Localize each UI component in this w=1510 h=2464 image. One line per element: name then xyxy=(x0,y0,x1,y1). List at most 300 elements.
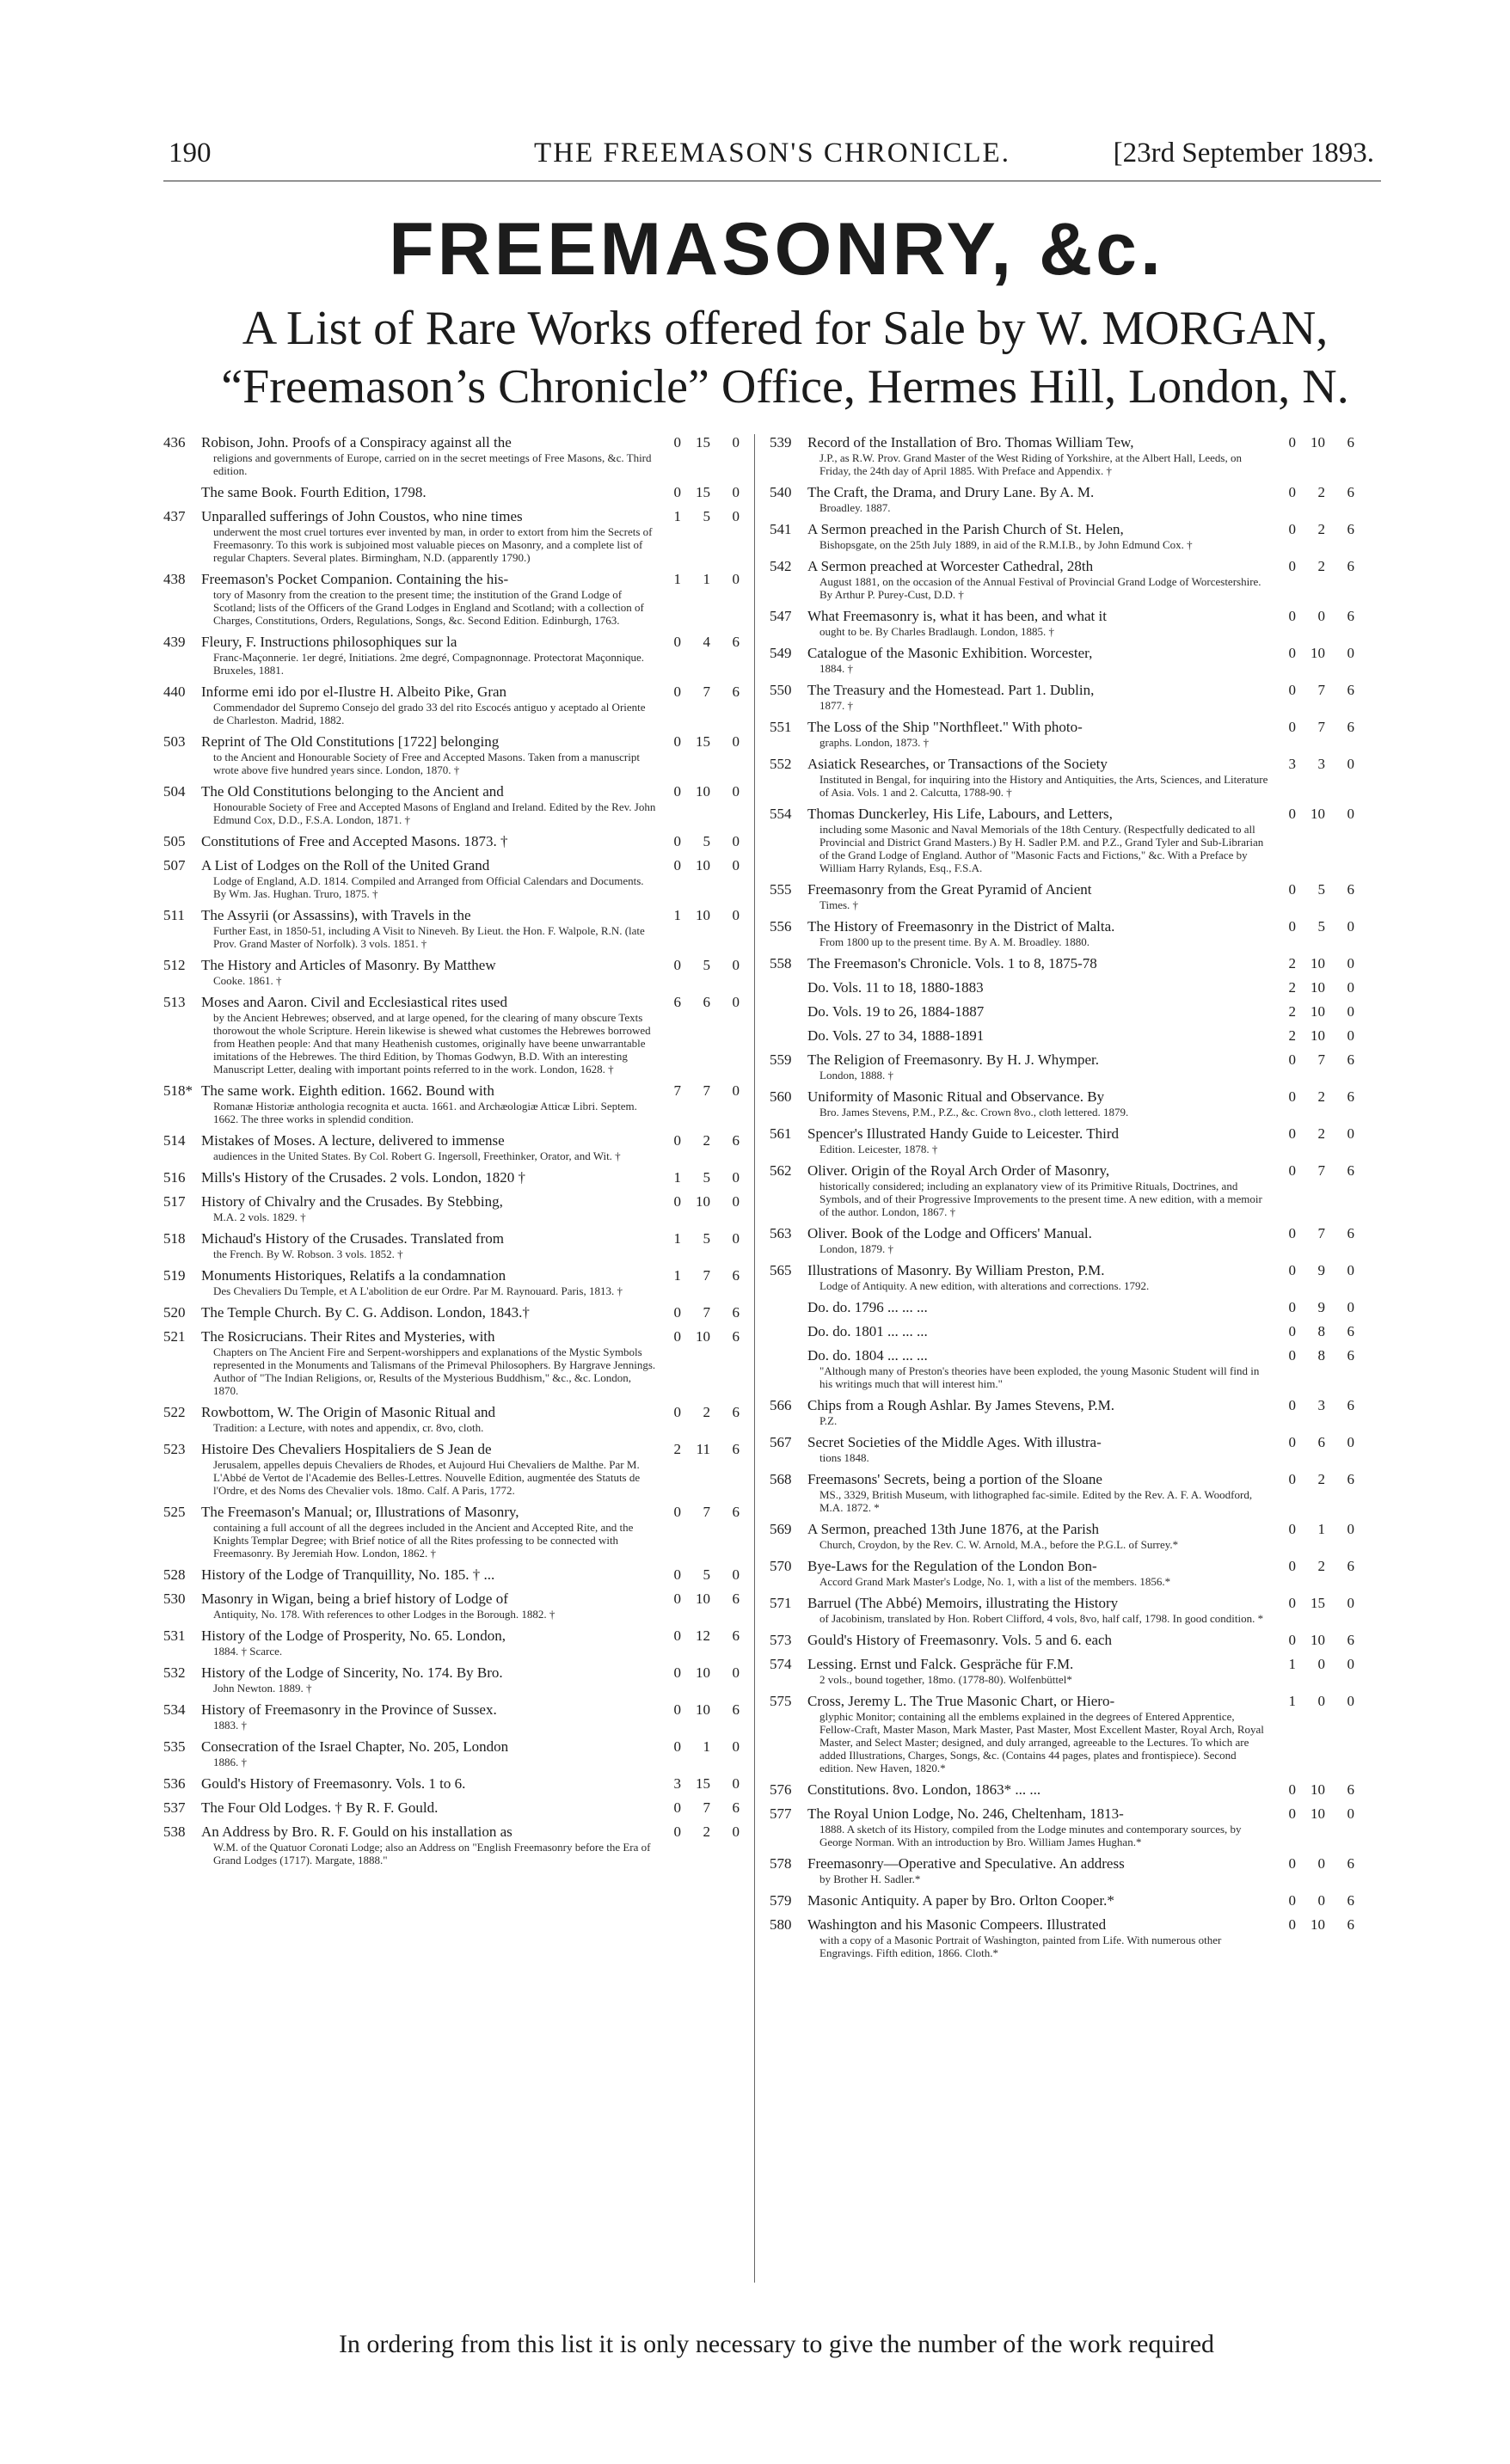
price-pence: 0 xyxy=(1347,1656,1354,1672)
entry-title: Lessing. Ernst und Falck. Gespräche für F.M. xyxy=(807,1656,1074,1672)
price-pence: 6 xyxy=(732,683,740,700)
price-pence: 0 xyxy=(732,733,740,750)
price-pounds: 0 xyxy=(673,1738,681,1755)
price-pence: 0 xyxy=(732,833,740,849)
entry-head xyxy=(770,1471,1354,1488)
entry-number: 573 xyxy=(770,1632,792,1648)
catalogue-entry xyxy=(163,1799,740,1817)
price-shillings: 10 xyxy=(1311,979,1325,996)
entry-number: 541 xyxy=(770,521,792,537)
entry-title: The Assyrii (or Assassins), with Travels in the xyxy=(201,907,471,923)
price-pounds: 0 xyxy=(1288,645,1296,661)
price-pounds: 0 xyxy=(673,1304,681,1321)
entry-head xyxy=(770,1125,1354,1143)
price-pence: 0 xyxy=(732,1169,740,1186)
entry-price xyxy=(1268,1434,1354,1451)
entry-head xyxy=(770,1632,1354,1649)
entry-price xyxy=(654,1132,740,1149)
publication-title: THE FREEMASON'S CHRONICLE. xyxy=(534,138,1010,169)
entry-head xyxy=(770,1051,1354,1069)
catalogue-entry xyxy=(163,484,740,501)
entry-title: The Craft, the Drama, and Drury Lane. By A. M. xyxy=(807,484,1095,500)
entry-number: 570 xyxy=(770,1558,792,1574)
entry-head xyxy=(770,1434,1354,1451)
entry-price xyxy=(654,1404,740,1421)
entry-title: Constitutions. 8vo. London, 1863* ... ... xyxy=(807,1781,1041,1798)
entry-price xyxy=(654,957,740,974)
running-head xyxy=(163,138,1381,181)
entry-number: 579 xyxy=(770,1892,792,1909)
left-column xyxy=(163,434,740,2292)
price-pence: 0 xyxy=(1347,1521,1354,1537)
entry-description: Tradition: a Lecture, with notes and appendix, cr. 8vo, cloth. xyxy=(213,1421,484,1434)
catalogue-entry xyxy=(163,1304,740,1321)
entry-head xyxy=(163,1627,740,1645)
catalogue-entry xyxy=(770,1125,1354,1155)
entry-description: From 1800 up to the present time. By A. M. Broadley. 1880. xyxy=(819,935,1090,948)
entry-title: Record of the Installation of Bro. Thomas William Tew, xyxy=(807,434,1134,451)
price-pounds: 0 xyxy=(1288,1595,1296,1611)
entry-head xyxy=(163,1701,740,1719)
price-pence: 6 xyxy=(732,1441,740,1457)
price-pence: 6 xyxy=(732,634,740,650)
entry-head xyxy=(163,1504,740,1521)
price-shillings: 8 xyxy=(1317,1347,1325,1364)
entry-description: historically considered; including an explanatory view of its Primitive Rituals, Doctrines, and Symbols, and of their Progressive Improvements to the present time. A new edition, with a memoir of the author. London, 1867. † xyxy=(819,1180,1262,1218)
entry-title: Oliver. Origin of the Royal Arch Order of Masonry, xyxy=(807,1162,1110,1179)
entry-number: 549 xyxy=(770,645,792,661)
catalogue-entry xyxy=(163,1441,740,1497)
price-shillings: 6 xyxy=(1317,1434,1325,1450)
price-shillings: 10 xyxy=(696,1591,710,1607)
entry-title: Do. Vols. 19 to 26, 1884-1887 xyxy=(807,1003,985,1020)
entry-number: 521 xyxy=(163,1328,186,1345)
entry-number: 519 xyxy=(163,1267,186,1284)
entry-description: Honourable Society of Free and Accepted Masons of England and Ireland. Edited by the Rev. John Edmund Cox, D.D., F.S.A. London, 1871. † xyxy=(213,800,656,826)
price-shillings: 0 xyxy=(1317,1892,1325,1909)
entry-head xyxy=(163,1591,740,1608)
catalogue-entry xyxy=(163,733,740,776)
price-shillings: 2 xyxy=(1317,558,1325,574)
price-pence: 0 xyxy=(1347,756,1354,772)
price-shillings: 10 xyxy=(1311,1781,1325,1798)
catalogue-entry xyxy=(770,682,1354,712)
entry-description: Edition. Leicester, 1878. † xyxy=(819,1143,938,1155)
entry-description: Bro. James Stevens, P.M., P.Z., &c. Crown 8vo., cloth lettered. 1879. xyxy=(819,1106,1129,1119)
entry-head xyxy=(770,558,1354,575)
entry-number: 530 xyxy=(163,1591,186,1607)
catalogue-entry xyxy=(770,1347,1354,1390)
price-pence: 6 xyxy=(1347,1892,1354,1909)
entry-number: 525 xyxy=(163,1504,186,1520)
entry-head xyxy=(770,1558,1354,1575)
entry-number: 511 xyxy=(163,907,185,923)
price-pounds: 0 xyxy=(673,1701,681,1718)
entry-number: 550 xyxy=(770,682,792,698)
entry-head xyxy=(770,1656,1354,1673)
price-shillings: 1 xyxy=(703,1738,710,1755)
entry-description: Broadley. 1887. xyxy=(819,501,891,514)
entry-price xyxy=(654,1230,740,1247)
entry-head xyxy=(770,608,1354,625)
price-pounds: 2 xyxy=(673,1441,681,1457)
price-pence: 6 xyxy=(1347,1855,1354,1872)
entry-price xyxy=(654,1504,740,1521)
price-pence: 6 xyxy=(732,1328,740,1345)
entry-price xyxy=(1268,1299,1354,1316)
catalogue-entry xyxy=(163,857,740,900)
entry-description: "Although many of Preston's theories have been exploded, the young Masonic Student will find in his writings much that will interest him." xyxy=(819,1364,1260,1390)
price-pence: 0 xyxy=(732,1082,740,1099)
entry-number: 576 xyxy=(770,1781,792,1798)
entry-title: Rowbottom, W. The Origin of Masonic Ritual and xyxy=(201,1404,496,1420)
catalogue-entry xyxy=(163,1230,740,1260)
entry-price xyxy=(654,733,740,751)
price-pence: 6 xyxy=(1347,682,1354,698)
catalogue-entry xyxy=(163,1328,740,1397)
entry-description: tions 1848. xyxy=(819,1451,869,1464)
entry-head xyxy=(770,1225,1354,1242)
catalogue-entry xyxy=(163,1504,740,1560)
catalogue-entry xyxy=(770,521,1354,551)
price-pence: 6 xyxy=(1347,1323,1354,1339)
entry-price xyxy=(654,1566,740,1584)
price-shillings: 2 xyxy=(1317,1125,1325,1142)
entry-price xyxy=(1268,1162,1354,1180)
price-shillings: 3 xyxy=(1317,756,1325,772)
price-pence: 6 xyxy=(1347,484,1354,500)
catalogue-entry xyxy=(770,1003,1354,1021)
entry-title: Catalogue of the Masonic Exhibition. Worcester, xyxy=(807,645,1093,661)
entry-description: Antiquity, No. 178. With references to other Lodges in the Borough. 1882. † xyxy=(213,1608,556,1621)
price-shillings: 15 xyxy=(696,1775,710,1792)
price-pence: 6 xyxy=(1347,881,1354,898)
entry-price xyxy=(1268,1323,1354,1340)
entry-price xyxy=(654,783,740,800)
price-pence: 0 xyxy=(732,857,740,873)
price-shillings: 10 xyxy=(1311,1003,1325,1020)
catalogue-entry xyxy=(163,571,740,627)
price-pence: 0 xyxy=(732,783,740,800)
entry-price xyxy=(654,571,740,588)
entry-number: 531 xyxy=(163,1627,186,1644)
entry-title: History of the Lodge of Prosperity, No. 65. London, xyxy=(201,1627,506,1644)
price-pounds: 0 xyxy=(673,634,681,650)
catalogue-entry xyxy=(770,645,1354,675)
entry-description: Instituted in Bengal, for inquiring into the History and Antiquities, the Arts, Sciences, and Literature of Asia. Vols. 1 and 2. Calcutta, 1788-90. † xyxy=(819,773,1268,799)
price-shillings: 7 xyxy=(703,1304,710,1321)
entry-head xyxy=(163,634,740,651)
price-shillings: 12 xyxy=(696,1627,710,1644)
entry-number: 534 xyxy=(163,1701,186,1718)
entry-price xyxy=(654,994,740,1011)
catalogue-entry xyxy=(770,918,1354,948)
entry-description: London, 1888. † xyxy=(819,1069,893,1082)
entry-title: The Royal Union Lodge, No. 246, Cheltenham, 1813- xyxy=(807,1805,1124,1822)
entry-number: 503 xyxy=(163,733,186,750)
price-pounds: 0 xyxy=(1288,1632,1296,1648)
price-shillings: 11 xyxy=(696,1441,710,1457)
entry-head xyxy=(163,1328,740,1345)
entry-description: MS., 3329, British Museum, with lithographed fac-simile. Edited by the Rev. A. F. A. Woodford, M.A. 1872. * xyxy=(819,1488,1253,1514)
entry-number: 436 xyxy=(163,434,186,451)
entry-price xyxy=(1268,682,1354,699)
entry-head xyxy=(770,955,1354,972)
price-pounds: 0 xyxy=(673,1823,681,1840)
entry-title: Illustrations of Masonry. By William Preston, P.M. xyxy=(807,1262,1105,1278)
entry-head xyxy=(163,1664,740,1682)
price-pence: 0 xyxy=(1347,1299,1354,1315)
catalogue-entry xyxy=(770,1471,1354,1514)
price-pence: 0 xyxy=(1347,979,1354,996)
entry-price xyxy=(654,1664,740,1682)
entry-number: 574 xyxy=(770,1656,792,1672)
entry-title: History of the Lodge of Sincerity, No. 174. By Bro. xyxy=(201,1664,503,1681)
entry-head xyxy=(770,1323,1354,1340)
price-pounds: 0 xyxy=(1288,1162,1296,1179)
entry-head xyxy=(770,881,1354,898)
price-pounds: 0 xyxy=(1288,1855,1296,1872)
price-pounds: 2 xyxy=(1288,955,1296,972)
entry-price xyxy=(654,1082,740,1100)
price-pounds: 2 xyxy=(1288,1027,1296,1044)
entry-description: to the Ancient and Honourable Society of Free and Accepted Masons. Taken from a manuscript wrote above five hundred years since. London, 1870. † xyxy=(213,751,640,776)
price-pounds: 1 xyxy=(673,1230,681,1247)
entry-number: 555 xyxy=(770,881,792,898)
catalogue-entry xyxy=(770,1855,1354,1885)
entry-number: 568 xyxy=(770,1471,792,1487)
entry-title: A List of Lodges on the Roll of the United Grand xyxy=(201,857,490,873)
price-pounds: 0 xyxy=(1288,719,1296,735)
price-shillings: 10 xyxy=(1311,1632,1325,1648)
price-shillings: 7 xyxy=(703,1799,710,1816)
entry-number: 518* xyxy=(163,1082,193,1099)
entry-title: Michaud's History of the Crusades. Translated from xyxy=(201,1230,504,1247)
entry-price xyxy=(1268,1656,1354,1673)
entry-title: The Four Old Lodges. † By R. F. Gould. xyxy=(201,1799,439,1816)
catalogue-entry xyxy=(770,955,1354,972)
catalogue-entry xyxy=(770,756,1354,799)
price-pounds: 0 xyxy=(673,1132,681,1149)
price-pence: 0 xyxy=(732,571,740,587)
entry-description: graphs. London, 1873. † xyxy=(819,736,930,749)
price-pence: 6 xyxy=(732,1304,740,1321)
entry-number: 516 xyxy=(163,1169,186,1186)
price-pence: 6 xyxy=(732,1701,740,1718)
entry-title: History of Chivalry and the Crusades. By Stebbing, xyxy=(201,1193,503,1210)
price-shillings: 5 xyxy=(703,1169,710,1186)
catalogue-entry xyxy=(163,434,740,477)
price-pounds: 3 xyxy=(1288,756,1296,772)
entry-title: Reprint of The Old Constitutions [1722] belonging xyxy=(201,733,500,750)
price-pounds: 0 xyxy=(1288,521,1296,537)
entry-number: 559 xyxy=(770,1051,792,1068)
entry-title: Robison, John. Proofs of a Conspiracy against all the xyxy=(201,434,512,451)
entry-head xyxy=(163,571,740,588)
price-pounds: 0 xyxy=(673,484,681,500)
entry-title: Chips from a Rough Ashlar. By James Stevens, P.M. xyxy=(807,1397,1115,1413)
entry-price xyxy=(654,1823,740,1841)
price-pounds: 0 xyxy=(673,1566,681,1583)
entry-title: Gould's History of Freemasonry. Vols. 1 to 6. xyxy=(201,1775,466,1792)
entry-title: The Freemason's Chronicle. Vols. 1 to 8, 1875-78 xyxy=(807,955,1097,972)
price-shillings: 10 xyxy=(696,907,710,923)
entry-head xyxy=(163,508,740,525)
price-shillings: 5 xyxy=(703,508,710,524)
issue-date: [23rd September 1893. xyxy=(1113,138,1374,169)
price-shillings: 2 xyxy=(1317,1088,1325,1105)
entry-title: History of Freemasonry in the Province of Sussex. xyxy=(201,1701,497,1718)
entry-title: The same Book. Fourth Edition, 1798. xyxy=(201,484,427,500)
entry-head xyxy=(163,857,740,874)
entry-number: 554 xyxy=(770,806,792,822)
entry-description: the French. By W. Robson. 3 vols. 1852. † xyxy=(213,1247,403,1260)
entry-description: by the Ancient Hebrewes; observed, and at large opened, for the clearing of many obscure Texts thorowout the whole Scripture. Herein likewise is shewed what customes the Hebrewes borrowed from Heathen people: And that many Heathenish customes, originally have beene unwarrantable imitations of the Hebrewes. The third Edition, by Thomas Godwyn, B.D. With an interesting Manuscript Letter, dealing with important points referred to in the work. London, 1628. † xyxy=(213,1011,651,1076)
entry-description: by Brother H. Sadler.* xyxy=(819,1873,921,1885)
catalogue-entry xyxy=(770,1225,1354,1255)
price-shillings: 4 xyxy=(703,634,710,650)
price-shillings: 1 xyxy=(1317,1521,1325,1537)
price-shillings: 15 xyxy=(696,733,710,750)
entry-description: Chapters on The Ancient Fire and Serpent-worshippers and explanations of the Mystic Symbols represented in the Monuments and Talismans of the Primeval Philosophers. By Hargrave Jennings. Author of "The Indian Religions, or, Results of the Mysterious Buddhism," &c., &c. London, 1870. xyxy=(213,1345,656,1397)
list-subtitle-line2: “Freemason’s Chronicle” Office, Hermes Hill, London, N. xyxy=(221,360,1349,414)
price-pounds: 0 xyxy=(1288,1347,1296,1364)
catalogue-entry xyxy=(770,881,1354,911)
catalogue-entry xyxy=(770,484,1354,514)
entry-title: The Freemason's Manual; or, Illustrations of Masonry, xyxy=(201,1504,519,1520)
entry-title: Masonry in Wigan, being a brief history of Lodge of xyxy=(201,1591,508,1607)
price-pounds: 1 xyxy=(673,1267,681,1284)
entry-description: 1886. † xyxy=(213,1756,247,1768)
catalogue-entry xyxy=(770,1262,1354,1292)
catalogue-entry xyxy=(770,1632,1354,1649)
catalogue-entry xyxy=(163,1591,740,1621)
entry-title: Spencer's Illustrated Handy Guide to Leicester. Third xyxy=(807,1125,1120,1142)
entry-title: A Sermon preached at Worcester Cathedral, 28th xyxy=(807,558,1094,574)
price-pounds: 0 xyxy=(673,733,681,750)
entry-number: 538 xyxy=(163,1823,186,1840)
entry-price xyxy=(1268,1347,1354,1364)
entry-title: Consecration of the Israel Chapter, No. 205, London xyxy=(201,1738,509,1755)
price-shillings: 0 xyxy=(1317,1656,1325,1672)
price-shillings: 6 xyxy=(703,994,710,1010)
price-pounds: 0 xyxy=(673,1627,681,1644)
price-shillings: 10 xyxy=(1311,1027,1325,1044)
price-pence: 0 xyxy=(732,1738,740,1755)
entry-title: Do. do. 1796 ... ... ... xyxy=(807,1299,928,1315)
price-shillings: 15 xyxy=(696,434,710,451)
entry-head xyxy=(163,683,740,701)
price-pounds: 0 xyxy=(673,1799,681,1816)
catalogue-entry xyxy=(770,1805,1354,1848)
price-pence: 6 xyxy=(732,1132,740,1149)
entry-description: underwent the most cruel tortures ever invented by man, in order to extort from him the Secrets of Freemasonry. To this work is subjoined most valuable pieces on Masonry, and a complete list of regular Chapters. Several plates. Birmingham, N.D. (apparently 1790.) xyxy=(213,525,653,564)
price-shillings: 5 xyxy=(703,957,710,973)
entry-description: tory of Masonry from the creation to the present time; the institution of the Grand Lodge of Scotland; lists of the Officers of the Grand Lodges in England and Scotland; with a collection of Charges, Constitutions, Orders, Regulations, Songs, &c. Second Edition. Edinburgh, 1763. xyxy=(213,588,644,627)
entry-head xyxy=(163,1566,740,1584)
entry-number: 577 xyxy=(770,1805,792,1822)
catalogue-entry xyxy=(770,1892,1354,1909)
price-pence: 0 xyxy=(1347,1125,1354,1142)
entry-description: Commendador del Supremo Consejo del grado 33 del rito Escocés antiguo y aceptado al Oriente de Charleston. Madrid, 1882. xyxy=(213,701,646,726)
entry-title: Freemason's Pocket Companion. Containing the his- xyxy=(201,571,509,587)
entry-description: Jerusalem, appelles depuis Chevaliers de Rhodes, et Aujourd Hui Chevaliers de Malthe. Par M. L'Abbé de Vertot de l'Academie des Belles-Lettres. Nouvelle Edition, augmentée des Statuts de l'Ordre, et des Noms des Chevalier vols. 18mo. Calf. A Paris, 1772. xyxy=(213,1458,641,1497)
price-pounds: 0 xyxy=(1288,434,1296,451)
entry-price xyxy=(654,1738,740,1756)
catalogue-entry xyxy=(163,1169,740,1186)
column-divider xyxy=(754,434,755,2283)
entry-head xyxy=(770,1855,1354,1873)
entry-title: Fleury, F. Instructions philosophiques sur la xyxy=(201,634,457,650)
price-pounds: 1 xyxy=(673,1169,681,1186)
price-pence: 0 xyxy=(1347,1805,1354,1822)
catalogue-entry xyxy=(770,608,1354,638)
ordering-note: In ordering from this list it is only necessary to give the number of the work required xyxy=(338,2330,1215,2358)
catalogue-entry xyxy=(163,1664,740,1695)
entry-title: Moses and Aaron. Civil and Ecclesiastical rites used xyxy=(201,994,507,1010)
catalogue-entry xyxy=(770,1916,1354,1959)
entry-price xyxy=(1268,645,1354,662)
entry-number: 547 xyxy=(770,608,792,624)
catalogue-entry xyxy=(770,1434,1354,1464)
price-shillings: 10 xyxy=(696,783,710,800)
entry-number: 507 xyxy=(163,857,186,873)
price-pounds: 0 xyxy=(1288,558,1296,574)
entry-price xyxy=(654,1304,740,1321)
price-pence: 0 xyxy=(732,484,740,500)
price-pence: 0 xyxy=(732,508,740,524)
price-pence: 6 xyxy=(732,1591,740,1607)
entry-head xyxy=(770,1299,1354,1316)
entry-price xyxy=(654,683,740,701)
catalogue-entry xyxy=(770,1323,1354,1340)
catalogue-entry xyxy=(770,1521,1354,1551)
entry-head xyxy=(163,1267,740,1284)
entry-title: Unparalled sufferings of John Coustos, who nine times xyxy=(201,508,523,524)
entry-title: Oliver. Book of the Lodge and Officers' Manual. xyxy=(807,1225,1092,1241)
price-pence: 6 xyxy=(1347,1225,1354,1241)
price-pounds: 0 xyxy=(1288,1125,1296,1142)
entry-number: 514 xyxy=(163,1132,186,1149)
entry-description: Des Chevaliers Du Temple, et A L'abolition de eur Ordre. Par M. Raynouard. Paris, 1813. † xyxy=(213,1284,623,1297)
entry-title: Uniformity of Masonic Ritual and Observance. By xyxy=(807,1088,1105,1105)
price-pounds: 0 xyxy=(1288,1088,1296,1105)
price-pounds: 0 xyxy=(1288,1558,1296,1574)
entry-description: glyphic Monitor; containing all the emblems explained in the degrees of Entered Apprentice, Fellow-Craft, Master Mason, Mark Master, Past Master, Most Excellent Master, Royal Arch, Royal Master, and Select Master; designed, and duly arranged, agreeable to the Lectures. To which are added Illustrations, Charges, Songs, &c. (Contains 44 pages, plates and frontispiece). Second edition. New Haven, 1820.* xyxy=(819,1710,1264,1774)
catalogue-entry xyxy=(163,1082,740,1125)
price-pounds: 0 xyxy=(1288,1781,1296,1798)
catalogue-entry xyxy=(770,1558,1354,1588)
entry-head xyxy=(770,806,1354,823)
price-pounds: 0 xyxy=(673,783,681,800)
price-pounds: 0 xyxy=(1288,1397,1296,1413)
price-pounds: 0 xyxy=(1288,806,1296,822)
price-pounds: 0 xyxy=(1288,918,1296,935)
entry-number: 580 xyxy=(770,1916,792,1933)
catalogue-entry xyxy=(163,1404,740,1434)
entry-head xyxy=(163,434,740,451)
entry-price xyxy=(654,634,740,651)
price-pence: 0 xyxy=(1347,645,1354,661)
price-pounds: 1 xyxy=(673,508,681,524)
price-shillings: 10 xyxy=(1311,1805,1325,1822)
price-pounds: 3 xyxy=(673,1775,681,1792)
entry-head xyxy=(163,957,740,974)
entry-number: 567 xyxy=(770,1434,792,1450)
catalogue-entry xyxy=(770,1027,1354,1045)
price-shillings: 1 xyxy=(703,571,710,587)
catalogue-entry xyxy=(770,1051,1354,1082)
